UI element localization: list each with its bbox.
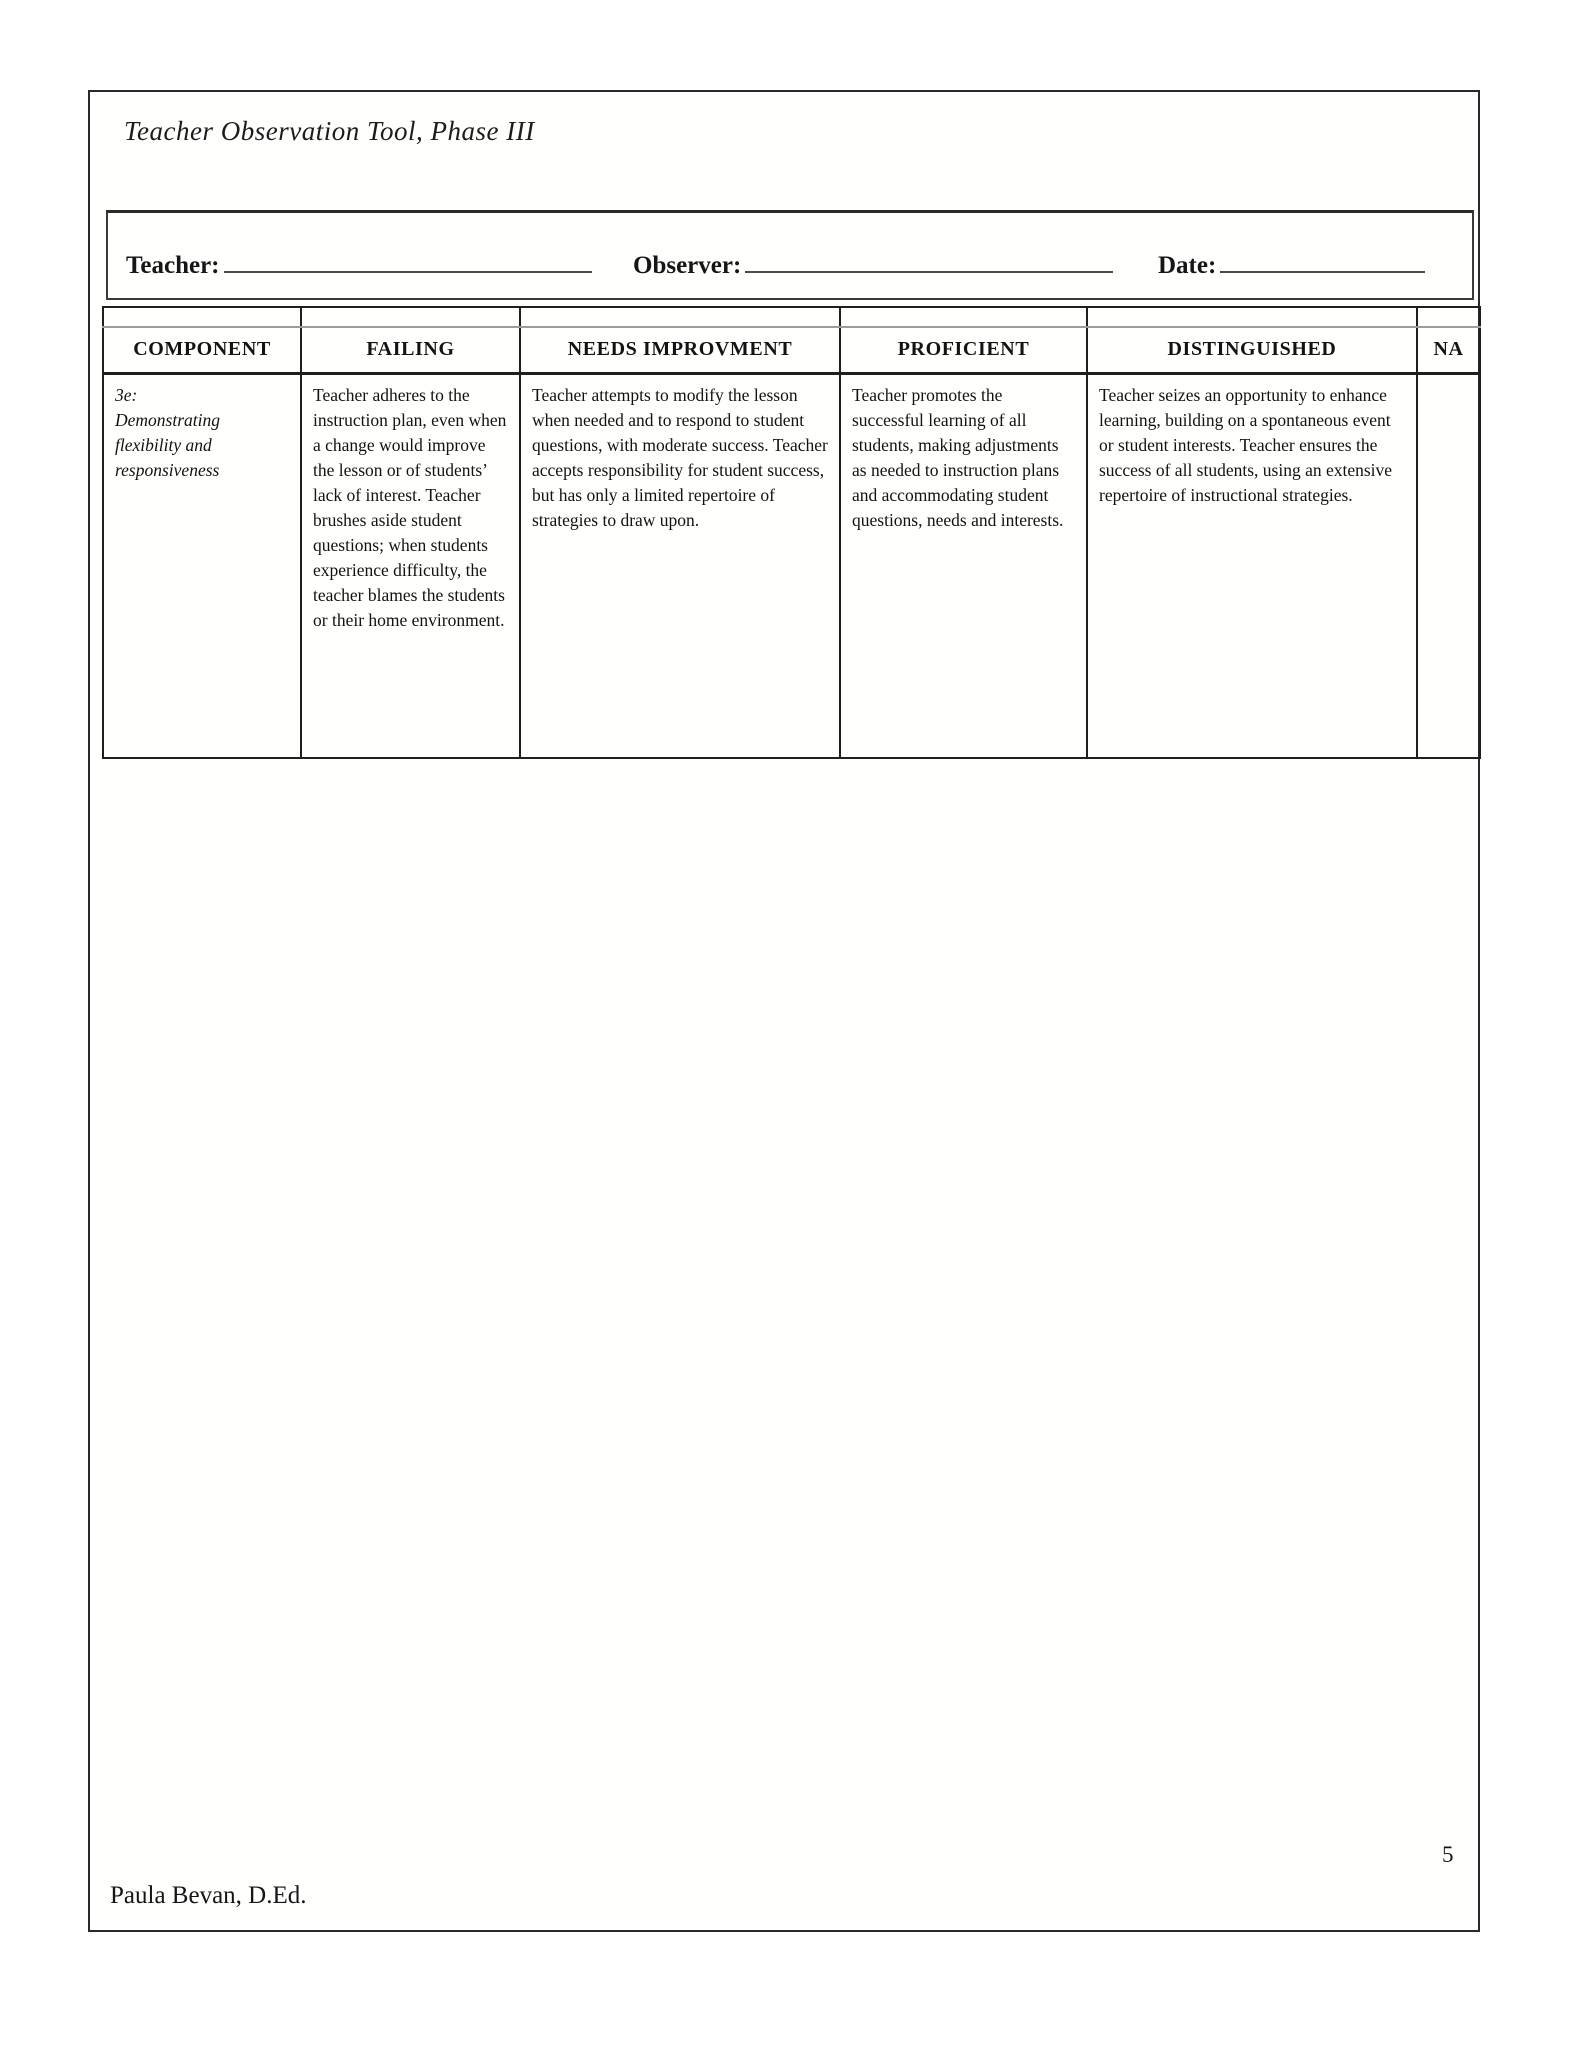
spacer-cell (1417, 307, 1480, 327)
observer-field (633, 252, 1113, 280)
spacer-cell (301, 307, 520, 327)
column-header-distinguished: DISTINGUISHED (1087, 327, 1417, 373)
form-header-box (106, 210, 1474, 300)
column-header-failing: FAILING (301, 327, 520, 373)
spacer-cell (103, 307, 301, 327)
date-field-label: Date: (1158, 252, 1217, 279)
na-cell (1417, 373, 1480, 758)
column-header-component: COMPONENT (103, 327, 301, 373)
document-page (88, 90, 1480, 1932)
proficient-cell: Teacher promotes the successful learning of all students, making adjustments as needed to instruction plans and accommodating student questions, needs and interests. (840, 373, 1087, 758)
table-header-row (103, 327, 1480, 373)
needs-improvment-cell: Teacher attempts to modify the lesson when needed and to respond to student questions, with moderate success. Teacher accepts responsibility for student success, but has only a limited repertoire of strategies to draw upon. (520, 373, 840, 758)
teacher-field (126, 252, 592, 280)
column-header-needs-improvment: NEEDS IMPROVMENT (520, 327, 840, 373)
author-credit: Paula Bevan, D.Ed. (110, 1882, 307, 1909)
component-name: Demonstrating flexibility and responsiveness (115, 409, 220, 480)
spacer-cell (520, 307, 840, 327)
component-cell (103, 373, 301, 758)
spacer-cell (1087, 307, 1417, 327)
date-field (1158, 252, 1425, 280)
component-code: 3e: (115, 384, 138, 405)
column-header-na: NA (1417, 327, 1480, 373)
table-row (103, 373, 1480, 758)
date-field-blank-line (1220, 253, 1425, 273)
column-header-proficient: PROFICIENT (840, 327, 1087, 373)
observer-field-label: Observer: (633, 252, 742, 279)
page-title: Teacher Observation Tool, Phase III (124, 116, 535, 146)
failing-cell: Teacher adheres to the instruction plan, even when a change would improve the lesson or of students’ lack of interest. Teacher brushes aside student questions; when students experience difficulty, the teacher blames the students or their home environment. (301, 373, 520, 758)
teacher-field-label: Teacher: (126, 252, 220, 279)
table-spacer-row (103, 307, 1480, 327)
observer-field-blank-line (745, 253, 1113, 273)
page-number: 5 (1442, 1842, 1454, 1867)
spacer-cell (840, 307, 1087, 327)
teacher-field-blank-line (224, 253, 592, 273)
distinguished-cell: Teacher seizes an opportunity to enhance learning, building on a spontaneous event or student interests. Teacher ensures the success of all students, using an extensive repertoire of instructional strategies. (1087, 373, 1417, 758)
rubric-table (102, 306, 1481, 759)
